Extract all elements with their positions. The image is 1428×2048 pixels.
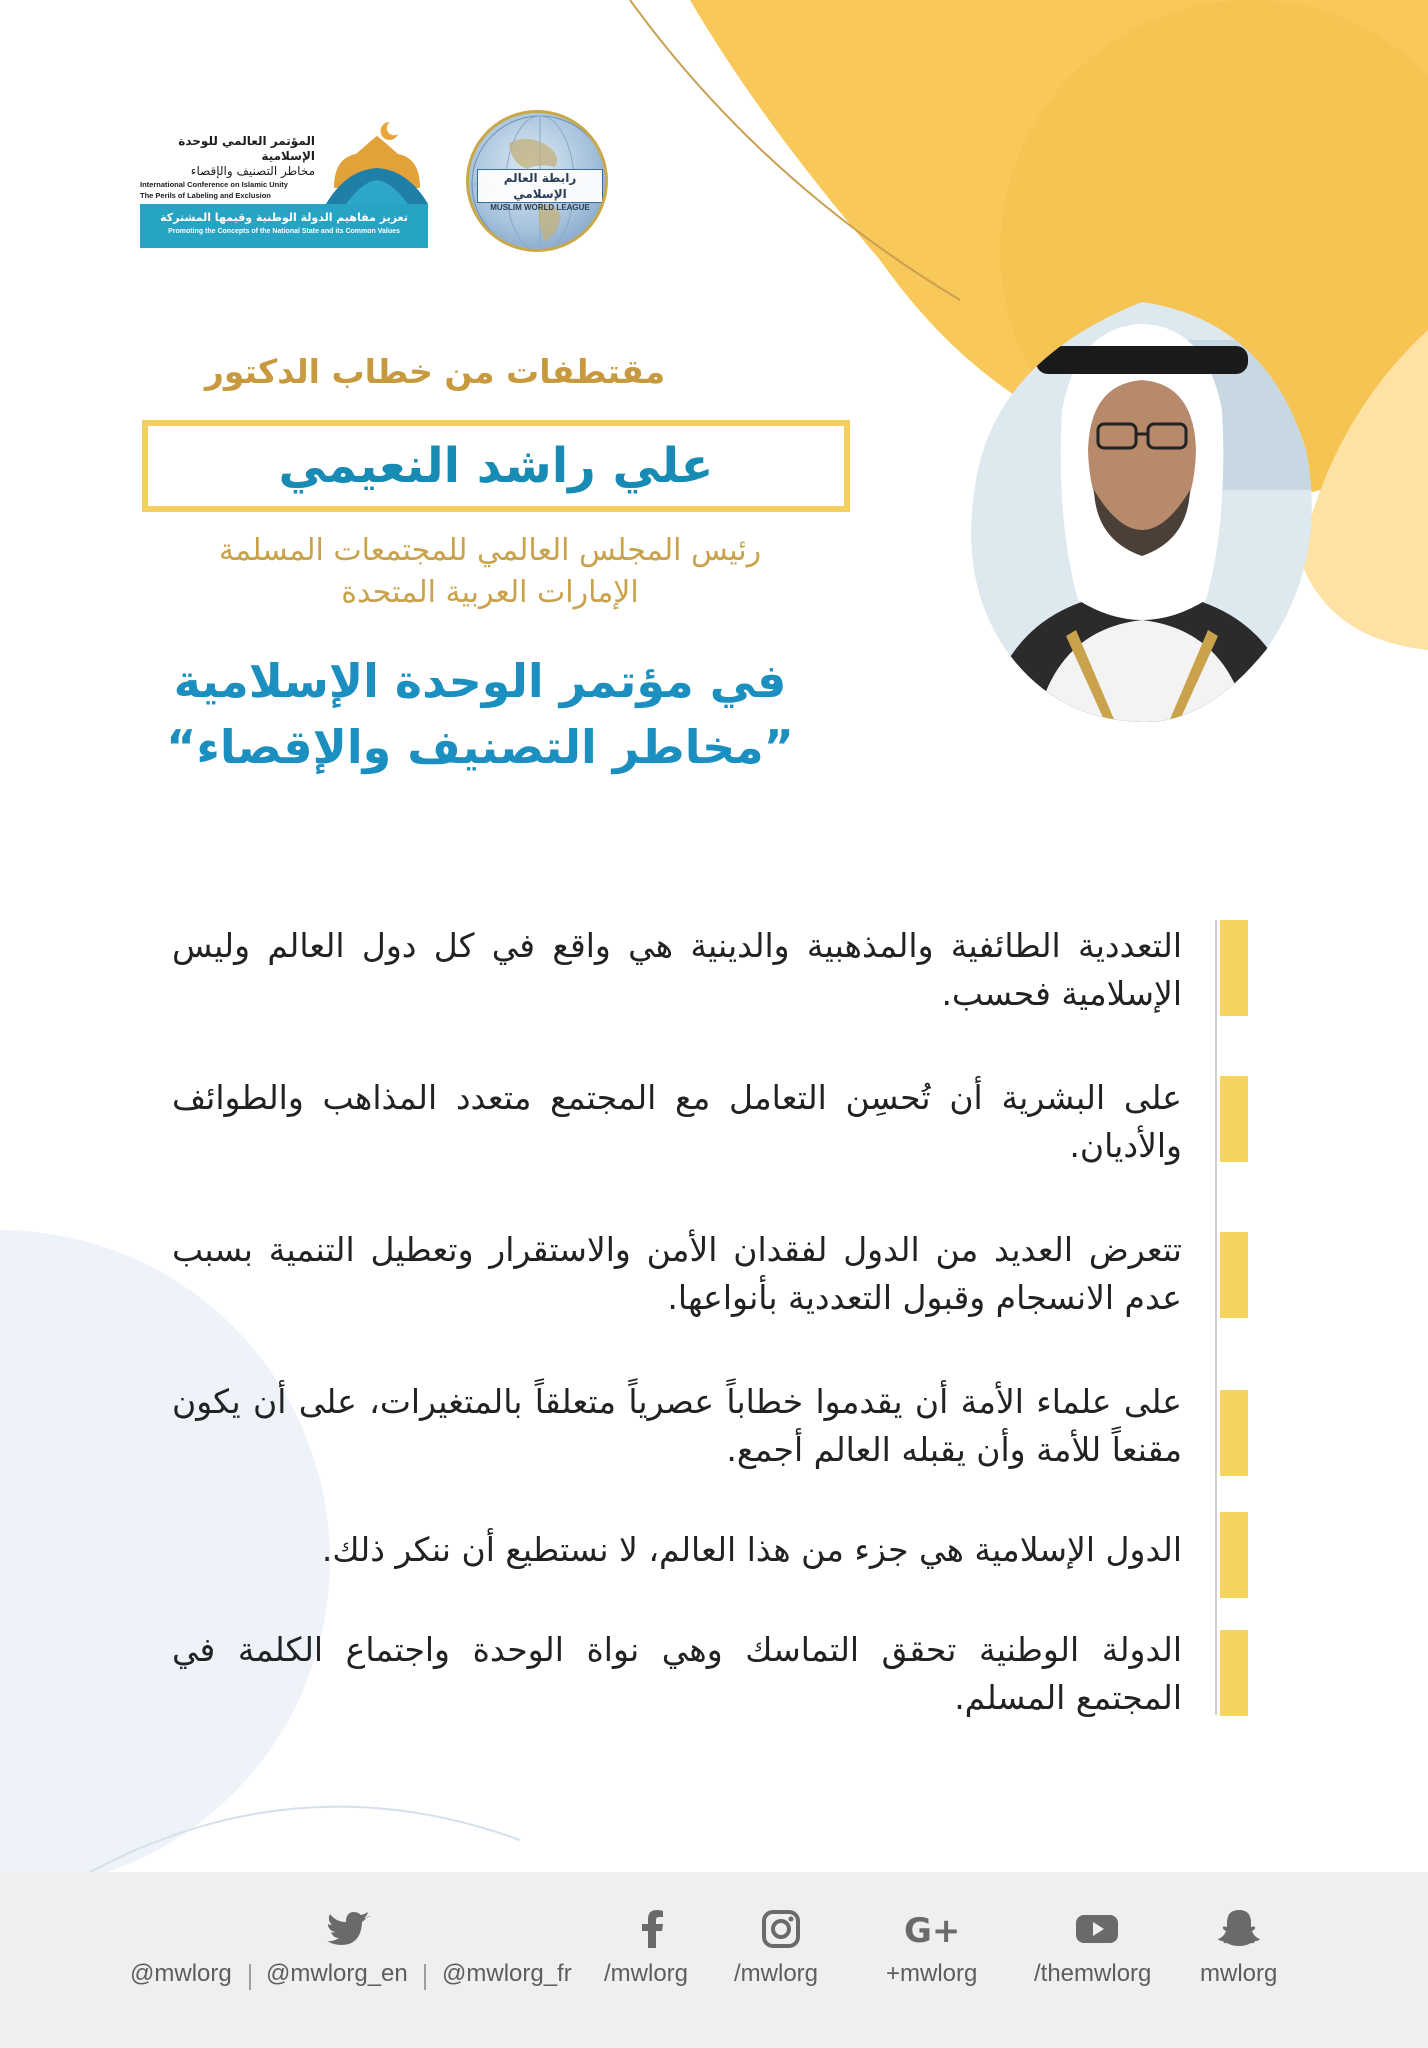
quote-item: تتعرض العديد من الدول لفقدان الأمن والاستقرار وتعطيل التنمية بسبب عدم الانسجام وقبول التعددية بأنواعها.: [172, 1230, 1182, 1317]
conference-logo: [140, 118, 428, 248]
conference-name-en: International Conference on Islamic Unity: [140, 180, 288, 189]
conference-logo-text: [140, 134, 315, 201]
facebook-icon[interactable]: [628, 1904, 678, 1954]
quote-item: على البشرية أن تُحسِن التعامل مع المجتمع متعدد المذاهب والطوائف والأديان.: [172, 1078, 1182, 1165]
conference-title-line1: في مؤتمر الوحدة الإسلامية: [173, 654, 787, 708]
social-handle-instagram[interactable]: /mwlorg: [734, 1960, 819, 1987]
speaker-role-line2: الإمارات العربية المتحدة: [341, 575, 639, 610]
quote-marker: [1220, 920, 1248, 1016]
quote-marker: [1220, 1232, 1248, 1318]
separator: [249, 1964, 251, 1990]
quote-marker: [1220, 1076, 1248, 1162]
svg-text:G+: G+: [904, 1911, 961, 1951]
quote-marker: [1220, 1512, 1248, 1598]
social-handle-google-plus[interactable]: +mwlorg: [886, 1960, 978, 1987]
speaker-portrait: [966, 300, 1318, 724]
quote-item: التعددية الطائفية والمذهبية والدينية هي واقع في كل دول العالم وليس الإسلامية فحسب.: [172, 926, 1182, 1013]
social-handle-facebook[interactable]: /mwlorg: [604, 1960, 689, 1987]
mwl-name-ar: رابطة العالم الإسلامي: [503, 171, 577, 201]
conference-band: [140, 204, 428, 248]
quote-item: الدول الإسلامية هي جزء من هذا العالم، لا نستطيع أن ننكر ذلك.: [321, 1530, 1182, 1569]
mosque-dome-icon: [326, 118, 428, 204]
conference-theme-ar: مخاطر التصنيف والإقصاء: [190, 164, 315, 178]
social-handle-twitter[interactable]: @mwlorg: [130, 1960, 232, 1987]
speaker-role-line1: رئيس المجلس العالمي للمجتمعات المسلمة: [218, 533, 762, 568]
quote-item: الدولة الوطنية تحقق التماسك وهي نواة الوحدة واجتماع الكلمة في المجتمع المسلم.: [172, 1630, 1182, 1717]
intro-heading: مقتطفات من خطاب الدكتور: [204, 352, 666, 391]
conference-title-line2: ”مخاطر التصنيف والإقصاء“: [166, 720, 794, 774]
conference-band-en: Promoting the Concepts of the National State and its Common Values: [168, 228, 400, 235]
social-handle-youtube[interactable]: /themwlorg: [1034, 1960, 1152, 1987]
globe-icon: [466, 110, 608, 252]
mwl-name-plate: [477, 169, 603, 212]
conference-name-ar: المؤتمر العالمي للوحدة الإسلامية: [178, 134, 315, 163]
mwl-name-en: MUSLIM WORLD LEAGUE: [490, 203, 590, 212]
quote-marker: [1220, 1390, 1248, 1476]
quotes-divider-line: [1215, 920, 1217, 1715]
social-handle-twitter-fr[interactable]: @mwlorg_fr: [442, 1960, 572, 1987]
speaker-role: [110, 530, 870, 614]
instagram-icon[interactable]: [756, 1904, 806, 1954]
conference-title: [130, 648, 830, 780]
google-plus-icon[interactable]: [904, 1904, 964, 1954]
social-footer: [0, 1872, 1428, 2048]
speaker-name-box: [142, 420, 850, 512]
twitter-icon: [327, 1904, 377, 1954]
quote-marker: [1220, 1630, 1248, 1716]
speaker-name: علي راشد النعيمي: [278, 438, 714, 494]
social-handle-twitter-en[interactable]: @mwlorg_en: [266, 1960, 408, 1987]
conference-band-ar: تعزيز مفاهيم الدولة الوطنية وقيمها المشتركة: [160, 211, 408, 224]
separator: [424, 1964, 426, 1990]
conference-theme-en: The Perils of Labeling and Exclusion: [140, 191, 271, 200]
mwl-logo: [466, 110, 608, 252]
youtube-icon[interactable]: [1072, 1904, 1122, 1954]
snapchat-icon[interactable]: [1214, 1904, 1264, 1954]
social-handle-snapchat[interactable]: mwlorg: [1200, 1960, 1278, 1987]
quote-item: على علماء الأمة أن يقدموا خطاباً عصرياً متعلقاً بالمتغيرات، على أن يكون مقنعاً للأمة وأن يقبله العالم أجمع.: [172, 1382, 1182, 1469]
